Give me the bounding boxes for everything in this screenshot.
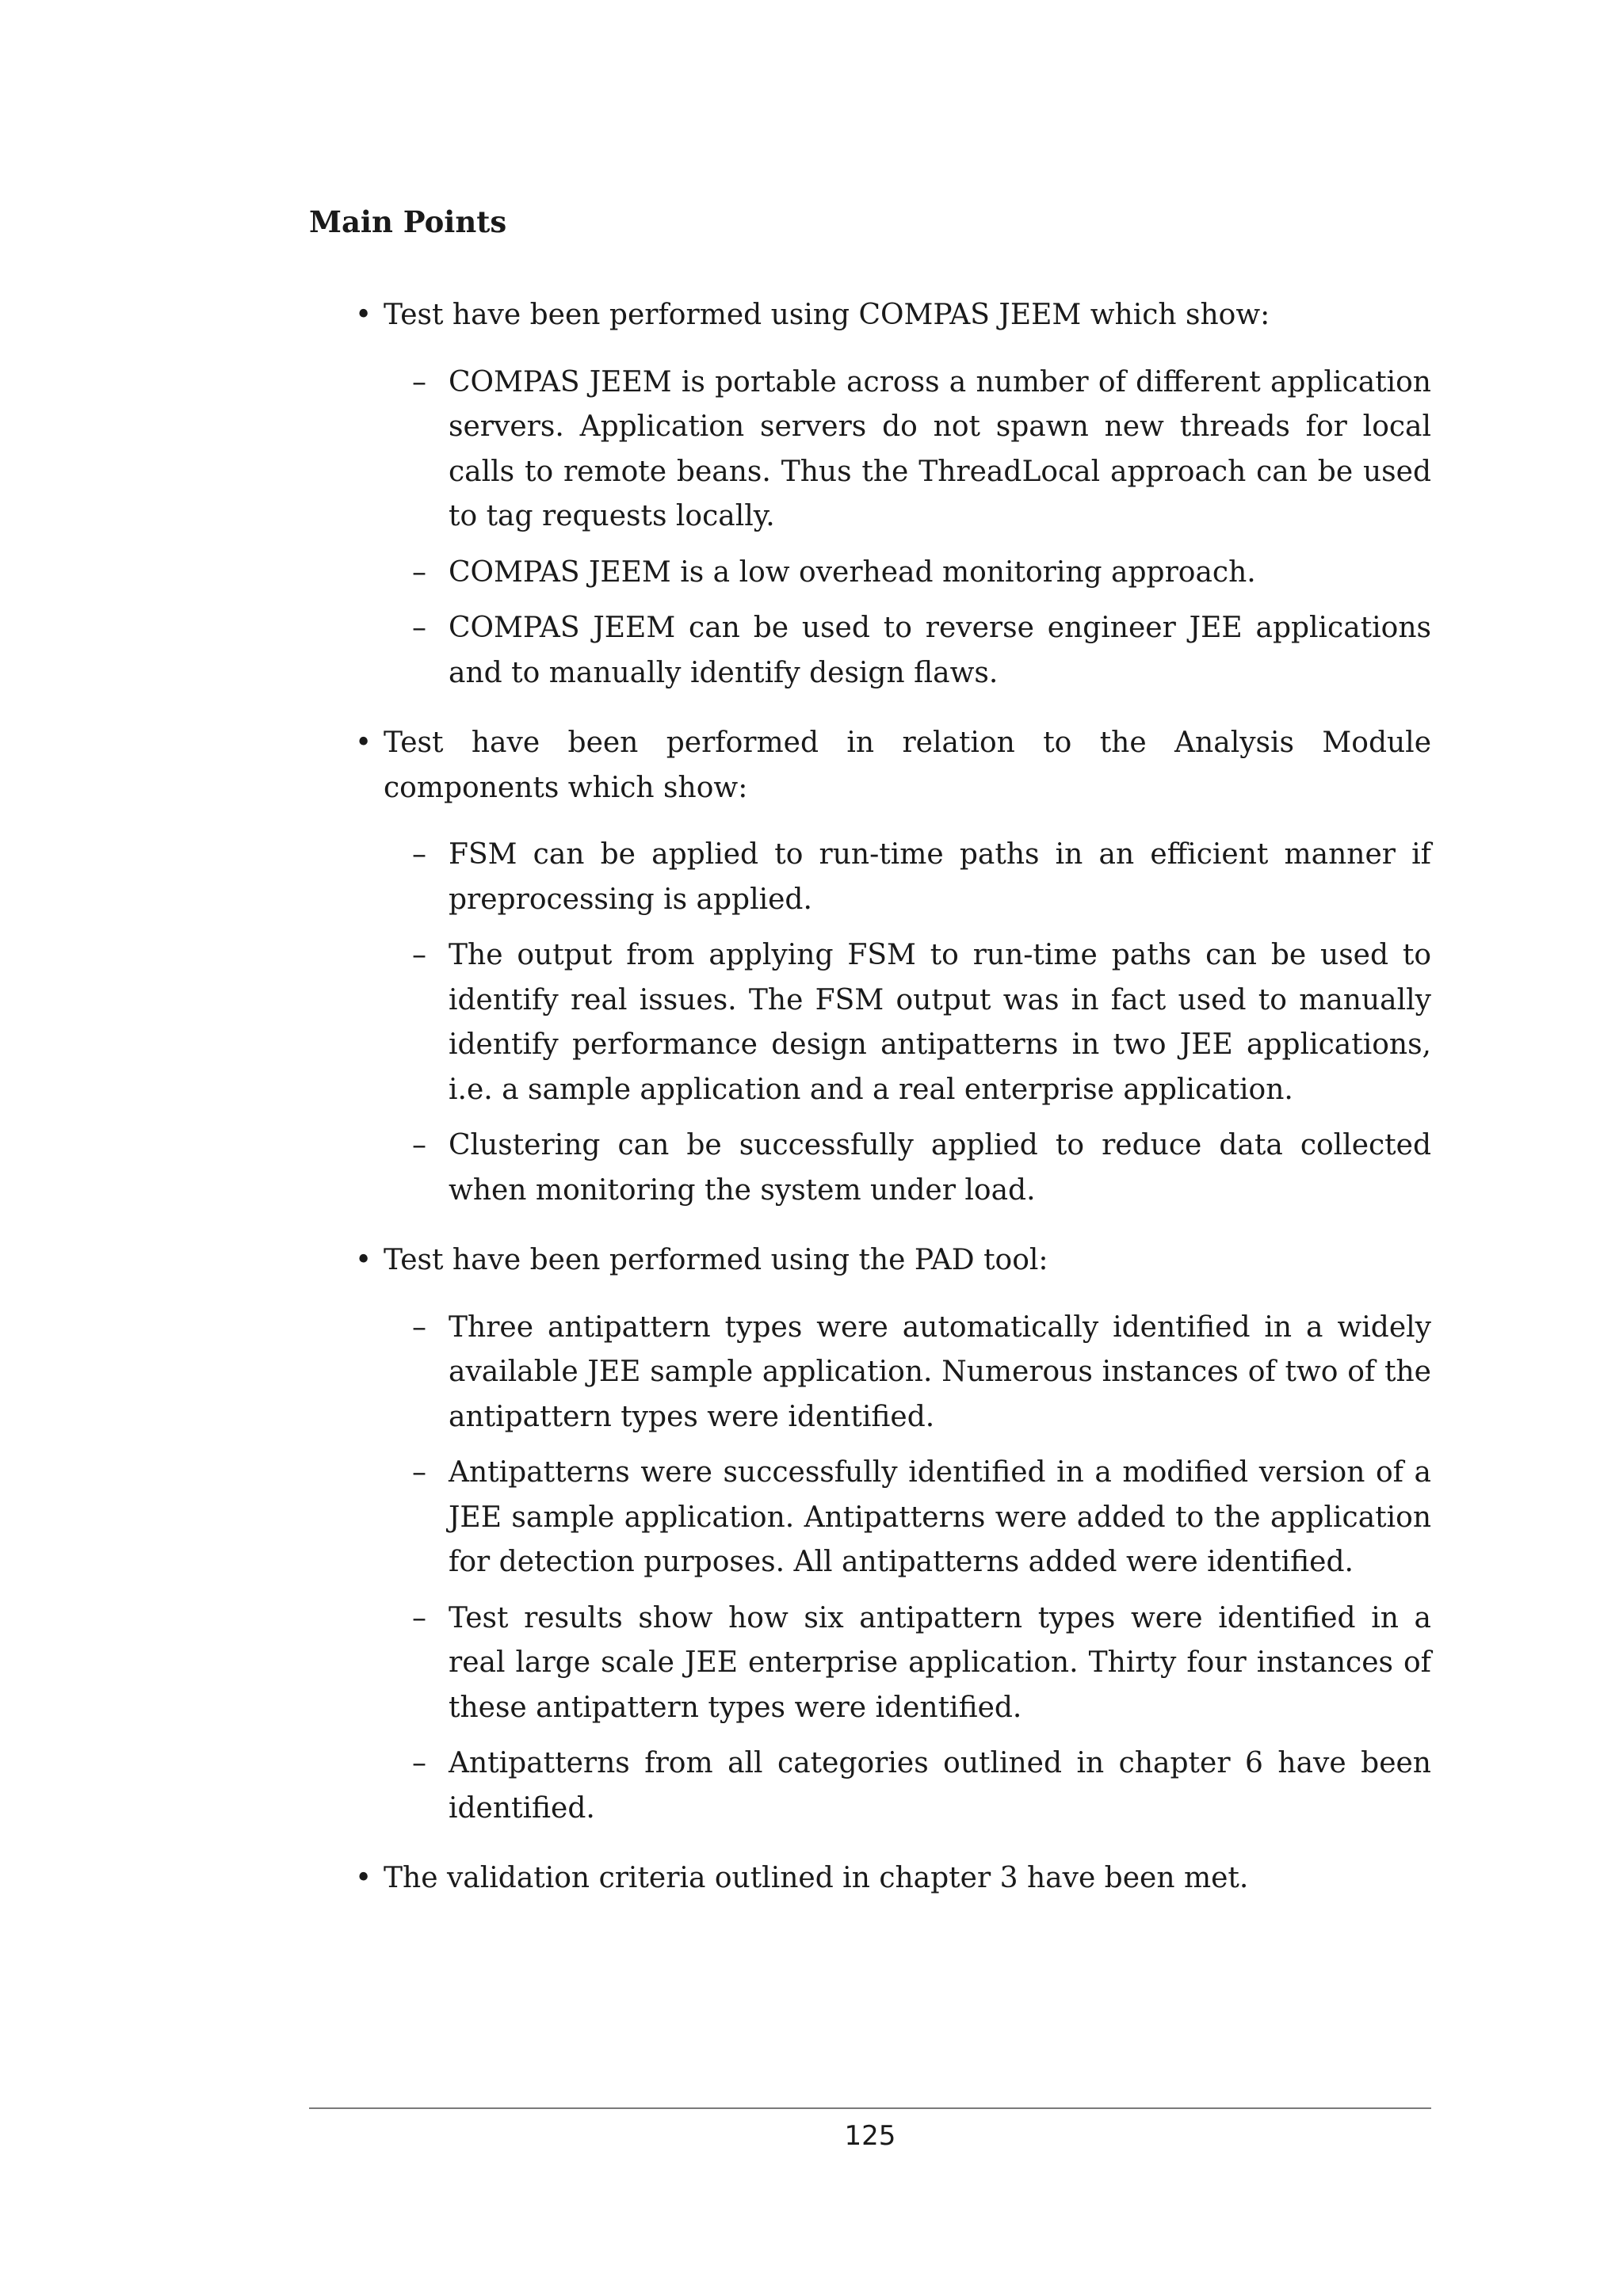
sub-item-text: Three antipattern types were automatically identified in a widely available JEE sample application. Numerous instances of two of the antipattern types were identified. <box>449 1310 1431 1433</box>
dash-mark: – <box>412 939 426 971</box>
dash-mark: – <box>412 555 426 589</box>
sub-item <box>384 1123 1431 1213</box>
sub-item-text: COMPAS JEEM can be used to reverse engineer JEE applications and to manually identify design flaws. <box>449 612 1431 689</box>
bullet-mark: • <box>355 1862 372 1894</box>
bullet-text: The validation criteria outlined in chapter 3 have been met. <box>384 1862 1249 1894</box>
dash-mark: – <box>412 1129 426 1161</box>
bullet-item-compas-jeem <box>309 293 1431 696</box>
dash-mark: – <box>412 1601 426 1634</box>
dash-mark: – <box>412 612 426 644</box>
bullet-item-pad-tool <box>309 1238 1431 1831</box>
sub-item <box>384 606 1431 696</box>
dash-mark: – <box>412 1456 426 1489</box>
sub-item-text: COMPAS JEEM is a low overhead monitoring approach. <box>449 555 1256 589</box>
bullet-mark: • <box>355 1244 372 1276</box>
sub-list <box>384 1306 1431 1832</box>
sub-list <box>384 360 1431 696</box>
bullet-mark: • <box>355 299 372 331</box>
bullet-mark: • <box>355 727 372 759</box>
dash-mark: – <box>412 1747 426 1779</box>
sub-item-text: FSM can be applied to run-time paths in an efficient manner if preprocessing is applied. <box>449 838 1431 916</box>
sub-item <box>384 833 1431 922</box>
bullet-list <box>309 293 1431 1901</box>
sub-item-text: COMPAS JEEM is portable across a number of different application servers. Application servers do not spawn new threads for local calls to remote beans. Thus the ThreadLocal approach can be used to tag requests locally. <box>449 365 1431 532</box>
section-heading: Main Points <box>309 204 507 239</box>
bullet-text: Test have been performed using COMPAS JEEM which show: <box>384 299 1270 331</box>
sub-item-text: Clustering can be successfully applied to reduce data collected when monitoring the system under load. <box>449 1129 1431 1207</box>
bullet-item-validation-criteria <box>309 1856 1431 1901</box>
dash-mark: – <box>412 838 426 871</box>
sub-item <box>384 1741 1431 1831</box>
sub-item <box>384 933 1431 1112</box>
sub-item <box>384 551 1431 596</box>
sub-item-text: Antipatterns from all categories outlined in chapter 6 have been identified. <box>449 1747 1431 1825</box>
sub-item <box>384 1451 1431 1585</box>
dash-mark: – <box>412 1310 426 1344</box>
page-number: 125 <box>844 2120 896 2152</box>
sub-item-text: Antipatterns were successfully identified in a modified version of a JEE sample application. Antipatterns were added to the application for detection purposes. All antipatterns added were identified. <box>449 1456 1431 1578</box>
bullet-text: Test have been performed using the PAD tool: <box>384 1244 1048 1276</box>
footer-rule <box>309 2107 1431 2109</box>
sub-item-text: Test results show how six antipattern types were identified in a real large scale JEE enterprise application. Thirty four instances of these antipattern types were identified. <box>449 1601 1431 1724</box>
sub-item <box>384 1306 1431 1440</box>
sub-list <box>384 833 1431 1213</box>
dash-mark: – <box>412 365 426 399</box>
sub-item-text: The output from applying FSM to run-time paths can be used to identify real issues. The FSM output was in fact used to manually identify performance design antipatterns in two JEE applications, i.e. a sample application and a real enterprise application. <box>449 939 1431 1106</box>
bullet-text: Test have been performed in relation to the Analysis Module components which show: <box>384 727 1431 804</box>
bullet-item-analysis-module <box>309 721 1431 1213</box>
sub-item <box>384 1596 1431 1731</box>
sub-item <box>384 360 1431 540</box>
main-points-content <box>309 293 1431 1927</box>
